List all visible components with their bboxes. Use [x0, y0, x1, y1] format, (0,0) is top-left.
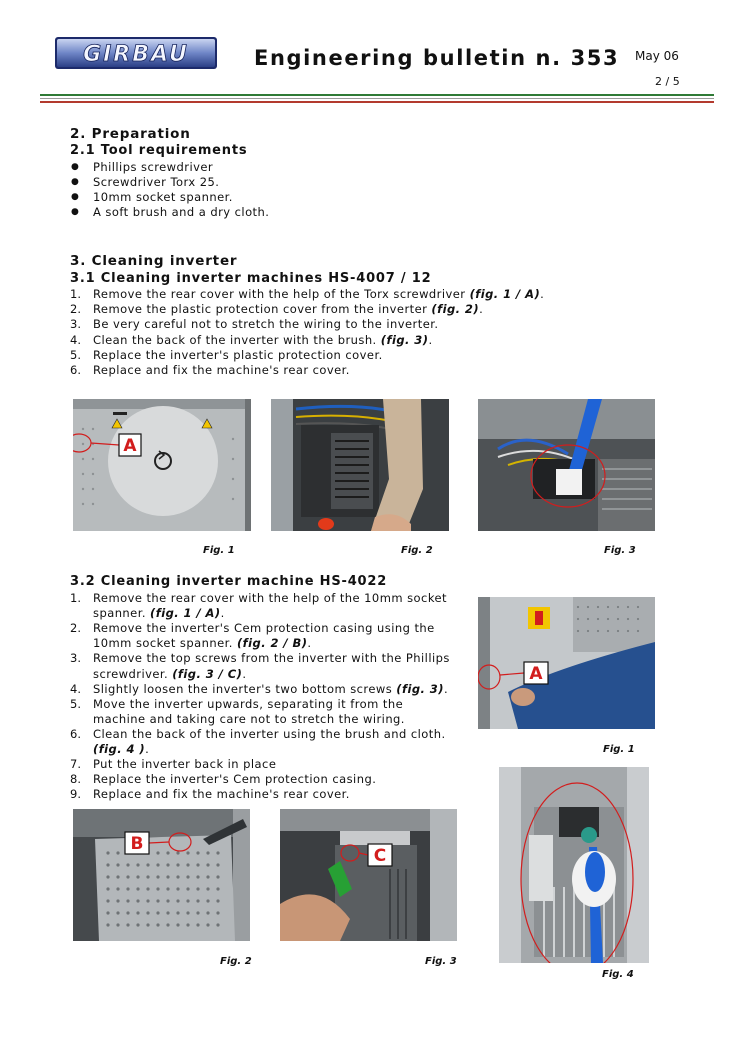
step-number: 7. — [70, 757, 81, 772]
step-punctuation: . — [443, 681, 449, 696]
callout-c-label: C — [373, 846, 387, 866]
step-number: 5. — [70, 347, 81, 362]
step-line — [93, 621, 435, 635]
step-text: Remove the rear cover with the help of the 10mm socket — [93, 591, 447, 605]
girbau-logo — [54, 36, 218, 70]
step-punctuation: . — [145, 742, 150, 756]
header-rule-red — [40, 101, 714, 103]
callout-a-label: A — [123, 436, 137, 456]
figure-caption: Fig. 2 — [220, 956, 252, 967]
step-line — [93, 742, 149, 756]
step-text: Move the inverter upwards, separating it from the — [93, 696, 404, 711]
bulletin-date: May 06 — [635, 49, 679, 63]
tool-item: Screwdriver Torx 25. — [93, 175, 220, 189]
step-line — [93, 697, 403, 711]
step-line — [93, 712, 405, 726]
figure-reference: (fig. 3) — [380, 332, 429, 347]
step-text: Remove the rear cover with the help of the Torx screwdriver — [93, 287, 470, 301]
step-text: Remove the plastic protection cover from the inverter — [93, 302, 432, 317]
figure-reference: (fig. 3 / C) — [172, 666, 243, 681]
figure-reference: (fig. 4 ) — [93, 742, 146, 756]
bulletin-title: Engineering bulletin n. 353 — [254, 46, 620, 70]
header-rule-grey — [40, 98, 714, 99]
callout-a-label: A — [529, 664, 543, 684]
step-text: Replace the inverter's Cem protection casing. — [93, 772, 377, 787]
step-text: spanner. — [93, 606, 151, 621]
step-line — [93, 317, 438, 331]
step-line — [93, 787, 350, 801]
header-rule-green — [40, 94, 714, 96]
step-line — [93, 591, 447, 605]
step-number: 8. — [70, 772, 81, 787]
step-text: Put the inverter back in place — [93, 757, 277, 772]
section-heading-preparation: 2. Preparation — [70, 126, 191, 142]
step-number: 6. — [70, 726, 81, 741]
figure-caption: Fig. 3 — [425, 956, 457, 967]
step-text: Replace and fix the machine's rear cover. — [93, 363, 350, 377]
step-number: 6. — [70, 363, 81, 377]
step-punctuation: . — [242, 666, 247, 681]
step-text: 10mm socket spanner. — [93, 636, 237, 651]
step-text: screwdriver. — [93, 666, 173, 681]
step-text: Clean the back of the inverter using the brush and cloth. — [93, 726, 446, 741]
step-text: Clean the back of the inverter with the brush. — [93, 332, 381, 347]
step-line — [93, 636, 312, 650]
step-number: 1. — [70, 591, 81, 605]
photo-top-screws-hs4022 — [280, 809, 457, 941]
figure-caption: Fig. 4 — [602, 969, 634, 980]
section-heading-cleaning: 3. Cleaning inverter — [70, 253, 238, 269]
figure-reference: (fig. 1 / A) — [150, 606, 221, 621]
tool-item: Phillips screwdriver — [93, 160, 214, 174]
svg-text:GIRBAU: GIRBAU — [83, 42, 189, 67]
step-line — [93, 727, 446, 741]
photo-rear-cover-hs4007 — [73, 399, 251, 531]
step-text: Be very careful not to stretch the wiring to the inverter. — [93, 317, 439, 332]
figure-caption: Fig. 1 — [203, 545, 235, 556]
photo-cem-casing-hs4022 — [73, 809, 250, 941]
figure-reference: (fig. 2 / B) — [236, 636, 308, 651]
bullet-icon: ● — [71, 177, 79, 187]
step-line — [93, 667, 246, 681]
step-punctuation: . — [220, 606, 225, 621]
bullet-icon: ● — [71, 192, 79, 202]
step-text: machine and taking care not to stretch the wiring. — [93, 711, 405, 726]
step-line — [93, 348, 383, 362]
step-line — [93, 757, 276, 771]
step-text: Remove the inverter's Cem protection casing using the — [93, 621, 435, 636]
step-punctuation: . — [307, 636, 312, 651]
figure-reference: (fig. 2) — [431, 302, 480, 317]
step-line — [93, 287, 544, 301]
bullet-icon: ● — [71, 162, 79, 172]
step-line — [93, 651, 450, 665]
page-number: 2 / 5 — [655, 75, 680, 88]
photo-brush-inverter-hs4022 — [499, 767, 649, 963]
step-number: 4. — [70, 332, 81, 347]
figure-reference: (fig. 3) — [396, 681, 444, 696]
photo-rear-cover-hs4022 — [478, 597, 655, 729]
step-line — [93, 363, 350, 377]
figure-reference: (fig. 1 / A) — [469, 287, 541, 301]
step-line — [93, 682, 448, 696]
tool-item: A soft brush and a dry cloth. — [93, 205, 270, 219]
callout-b-label: B — [130, 834, 144, 854]
step-punctuation: . — [428, 332, 433, 347]
step-number: 3. — [70, 651, 81, 666]
step-text: Remove the top screws from the inverter with the Phillips — [93, 651, 450, 666]
subsection-heading-hs4007: 3.1 Cleaning inverter machines HS-4007 / 12 — [70, 271, 432, 286]
bullet-icon: ● — [71, 207, 79, 217]
step-line — [93, 302, 483, 316]
step-line — [93, 772, 376, 786]
subsection-heading-tools: 2.1 Tool requirements — [70, 143, 248, 158]
photo-inverter-cover-hs4007 — [271, 399, 449, 531]
tool-item: 10mm socket spanner. — [93, 190, 233, 204]
step-punctuation: . — [479, 302, 484, 317]
step-line — [93, 333, 433, 347]
step-number: 2. — [70, 302, 81, 317]
photo-brush-inverter-hs4007 — [478, 399, 655, 531]
figure-caption: Fig. 1 — [603, 744, 635, 755]
step-text: Replace and fix the machine's rear cover. — [93, 787, 350, 802]
step-text: Replace the inverter's plastic protection cover. — [93, 347, 383, 362]
step-line — [93, 606, 225, 620]
figure-caption: Fig. 2 — [401, 545, 433, 556]
step-number: 5. — [70, 696, 81, 711]
step-number: 2. — [70, 621, 81, 636]
step-number: 3. — [70, 317, 81, 332]
step-number: 4. — [70, 681, 81, 696]
step-punctuation: . — [540, 287, 545, 301]
figure-caption: Fig. 3 — [604, 545, 636, 556]
subsection-heading-hs4022: 3.2 Cleaning inverter machine HS-4022 — [70, 574, 388, 589]
step-text: Slightly loosen the inverter's two bottom screws — [93, 681, 397, 696]
step-number: 1. — [70, 287, 81, 301]
step-number: 9. — [70, 787, 81, 802]
